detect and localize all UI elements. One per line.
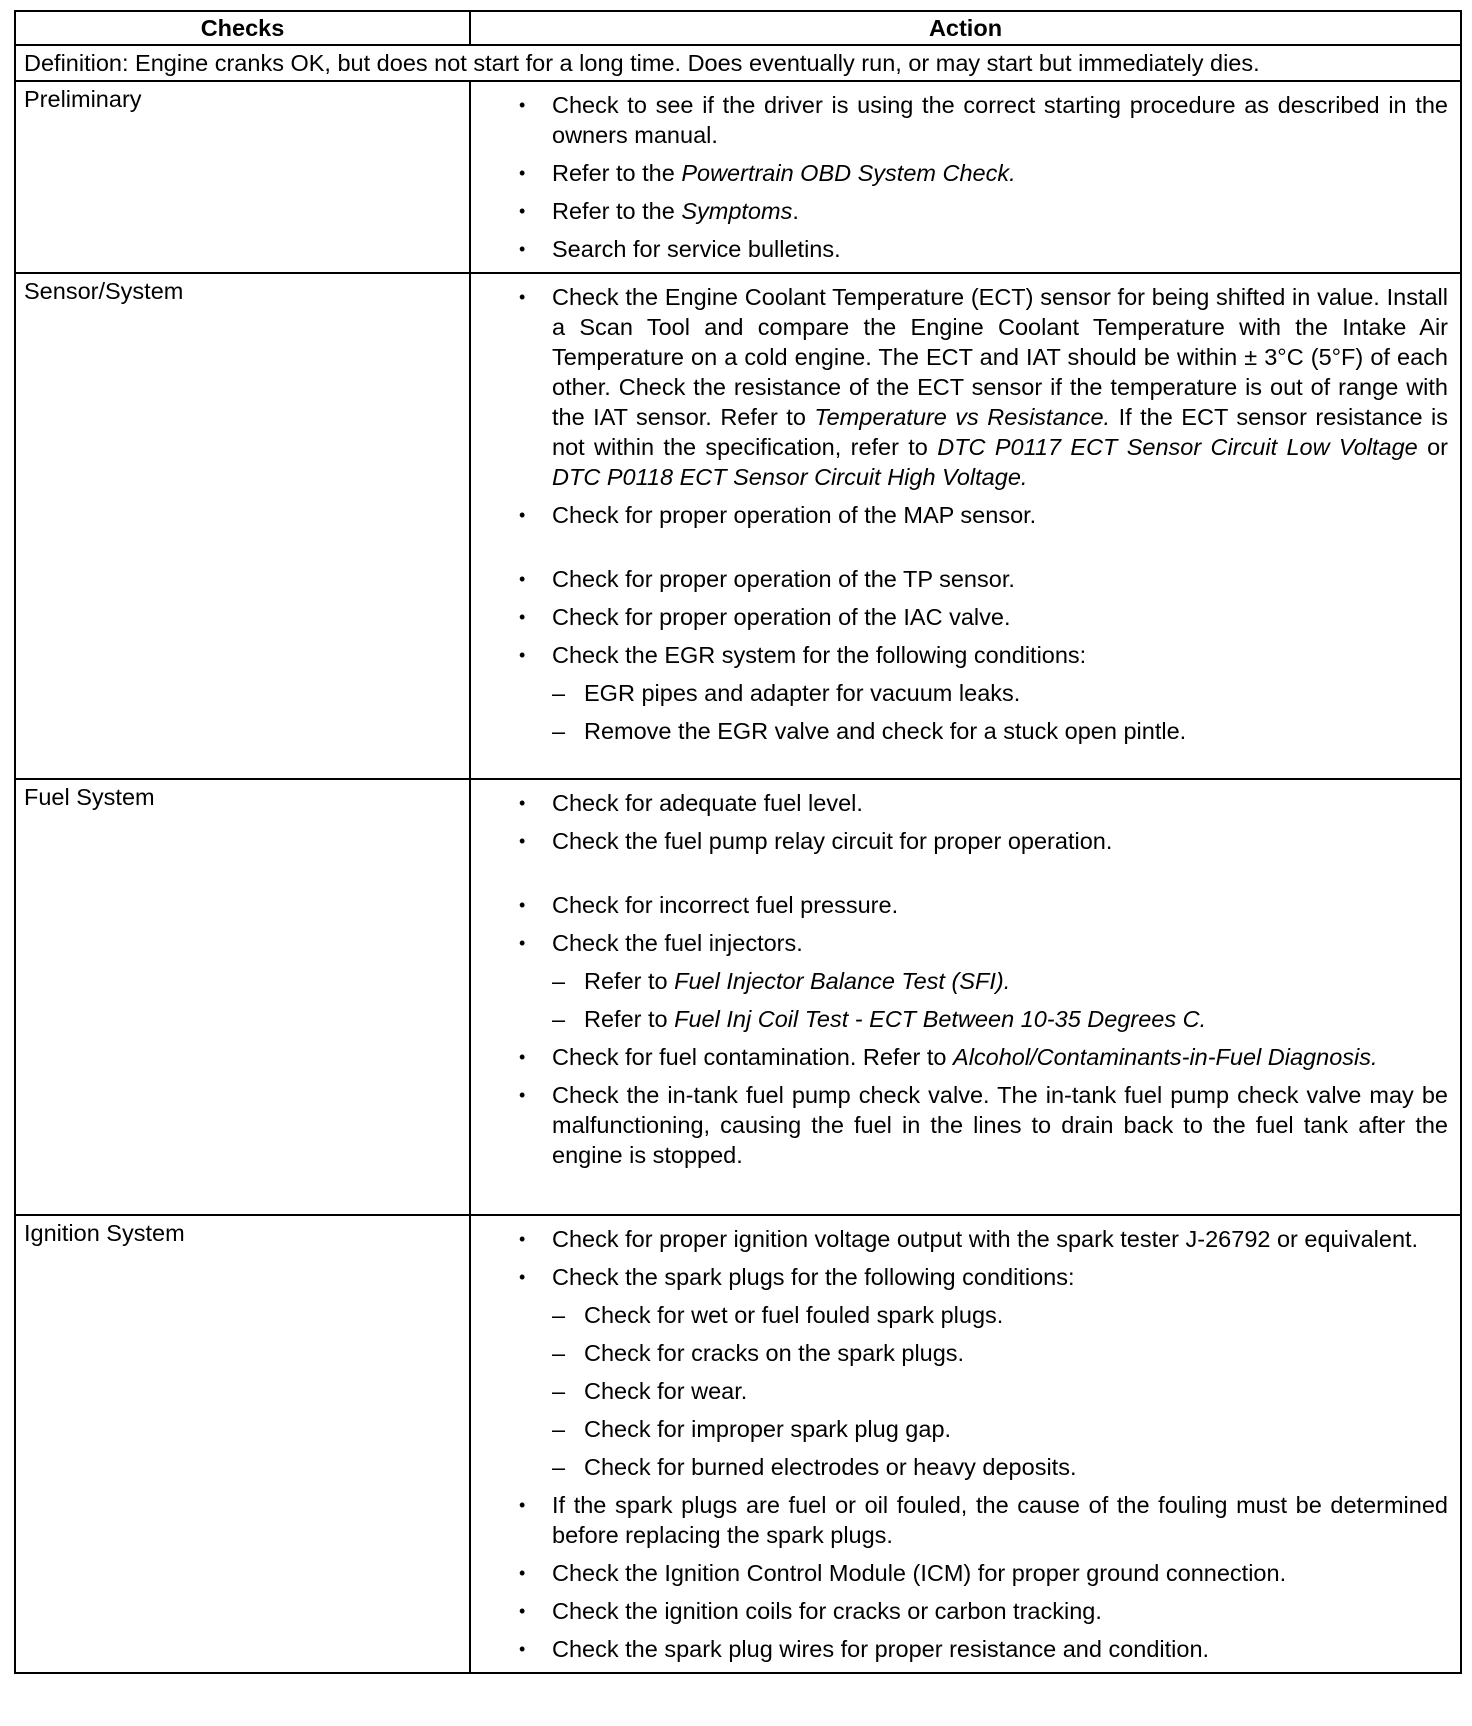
item-text: Check for improper spark plug gap.	[584, 1416, 952, 1442]
item-text: Check for proper operation of the IAC valve.	[552, 604, 1011, 630]
item-text: Refer to the	[552, 160, 682, 186]
item-text: Check for proper operation of the TP sensor.	[552, 566, 1015, 592]
item-text: Check for fuel contamination. Refer to	[552, 1044, 954, 1070]
item-text: Check for incorrect fuel pressure.	[552, 892, 899, 918]
item-text: Refer to	[584, 1006, 675, 1032]
item-text: Check for wet or fuel fouled spark plugs.	[584, 1302, 1004, 1328]
item-text: Check for proper operation of the MAP sensor.	[552, 502, 1037, 528]
list-item	[479, 282, 1448, 492]
item-text: Check the Engine Coolant Temperature (ECT) sensor for being shifted in value. Install a Scan Tool and compare the Engine Coolant Temperature with the Intake Air Temperature on a cold engine. The ECT and IAT should be within ± 3°C (5°F) of each other. Check the resistance of the ECT sensor if the temperature is out of range with the IAT sensor. Refer to	[552, 284, 1448, 430]
item-text: Check the fuel pump relay circuit for proper operation.	[552, 828, 1113, 854]
action-cell-fuel-system	[470, 779, 1461, 1215]
list-item	[479, 158, 1448, 188]
action-column-header: Action	[470, 11, 1461, 45]
list-item	[479, 890, 1448, 920]
action-list	[479, 276, 1452, 752]
item-text: Check the Ignition Control Module (ICM) for proper ground connection.	[552, 1560, 1287, 1586]
item-text: Check the in-tank fuel pump check valve. The in-tank fuel pump check valve may be malfunctioning, causing the fuel in the lines to drain back to the fuel tank after the engine is stopped.	[552, 1082, 1448, 1168]
action-cell-ignition-system	[470, 1215, 1461, 1673]
sub-item	[479, 966, 1448, 996]
sub-item	[479, 1004, 1448, 1034]
item-text: Check for wear.	[584, 1378, 748, 1404]
item-text: Check the ignition coils for cracks or carbon tracking.	[552, 1598, 1102, 1624]
item-text: Check for cracks on the spark plugs.	[584, 1340, 965, 1366]
section-row-fuel-system	[15, 779, 1461, 1215]
item-text: Check for burned electrodes or heavy deposits.	[584, 1454, 1077, 1480]
item-text: Check to see if the driver is using the correct starting procedure as described in the owners manual.	[552, 92, 1448, 148]
list-item	[479, 1634, 1448, 1664]
item-text: Check the spark plugs for the following conditions:	[552, 1264, 1075, 1290]
item-text: Remove the EGR valve and check for a stuck open pintle.	[584, 718, 1187, 744]
item-text: Refer to	[584, 968, 675, 994]
item-text: Check for adequate fuel level.	[552, 790, 863, 816]
item-text: EGR pipes and adapter for vacuum leaks.	[584, 680, 1021, 706]
sub-item	[479, 1452, 1448, 1482]
header-row	[15, 11, 1461, 45]
item-text: .	[792, 198, 799, 224]
item-text: Check for proper ignition voltage output with the spark tester J-26792 or equivalent.	[552, 1226, 1419, 1252]
list-item	[479, 640, 1448, 670]
sub-item	[479, 678, 1448, 708]
list-item	[479, 826, 1448, 856]
sub-item	[479, 1414, 1448, 1444]
item-text: Check the EGR system for the following conditions:	[552, 642, 1087, 668]
action-list	[479, 782, 1452, 1176]
reference-text: Fuel Inj Coil Test - ECT Between 10-35 Degrees C.	[674, 1006, 1207, 1032]
check-name-fuel-system: Fuel System	[15, 779, 470, 1215]
item-text: Search for service bulletins.	[552, 236, 841, 262]
section-row-sensor-system	[15, 273, 1461, 779]
item-text: Check the fuel injectors.	[552, 930, 803, 956]
check-name-sensor-system: Sensor/System	[15, 273, 470, 779]
item-text: or	[1417, 434, 1448, 460]
sub-item	[479, 1376, 1448, 1406]
item-text: If the spark plugs are fuel or oil fouled, the cause of the fouling must be determined before replacing the spark plugs.	[552, 1492, 1448, 1548]
list-item	[479, 564, 1448, 594]
action-cell-sensor-system	[470, 273, 1461, 779]
reference-text: Symptoms	[681, 198, 793, 224]
list-item	[479, 1042, 1448, 1072]
reference-text: Powertrain OBD System Check.	[681, 160, 1016, 186]
item-text: If the ECT sensor resistance is not within the specification, refer to	[552, 404, 1448, 460]
list-item	[479, 602, 1448, 632]
list-item	[479, 1558, 1448, 1588]
list-item	[479, 1262, 1448, 1292]
reference-text: Alcohol/Contaminants-in-Fuel Diagnosis.	[953, 1044, 1378, 1070]
sub-item	[479, 716, 1448, 746]
list-item	[479, 234, 1448, 264]
definition-row	[15, 45, 1461, 81]
section-row-preliminary	[15, 81, 1461, 273]
reference-text: Fuel Injector Balance Test (SFI).	[674, 968, 1011, 994]
action-list	[479, 84, 1452, 270]
definition-text: Definition: Engine cranks OK, but does not start for a long time. Does eventually run, or may start but immediately dies.	[15, 45, 1461, 81]
section-row-ignition-system	[15, 1215, 1461, 1673]
action-cell-preliminary	[470, 81, 1461, 273]
list-item	[479, 928, 1448, 958]
list-item	[479, 500, 1448, 530]
item-text: Check the spark plug wires for proper resistance and condition.	[552, 1636, 1210, 1662]
diagnostic-table	[14, 10, 1462, 1674]
list-item	[479, 1224, 1448, 1254]
item-text: Refer to the	[552, 198, 682, 224]
sub-item	[479, 1300, 1448, 1330]
list-item	[479, 1490, 1448, 1550]
reference-text: DTC P0117 ECT Sensor Circuit Low Voltage	[937, 434, 1418, 460]
reference-text: DTC P0118 ECT Sensor Circuit High Voltage.	[552, 464, 1028, 490]
list-item	[479, 1080, 1448, 1170]
action-list	[479, 1218, 1452, 1670]
check-name-ignition-system: Ignition System	[15, 1215, 470, 1673]
list-item	[479, 788, 1448, 818]
checks-column-header: Checks	[15, 11, 470, 45]
list-item	[479, 196, 1448, 226]
sub-item	[479, 1338, 1448, 1368]
check-name-preliminary: Preliminary	[15, 81, 470, 273]
list-item	[479, 1596, 1448, 1626]
list-item	[479, 90, 1448, 150]
reference-text: Temperature vs Resistance.	[814, 404, 1111, 430]
